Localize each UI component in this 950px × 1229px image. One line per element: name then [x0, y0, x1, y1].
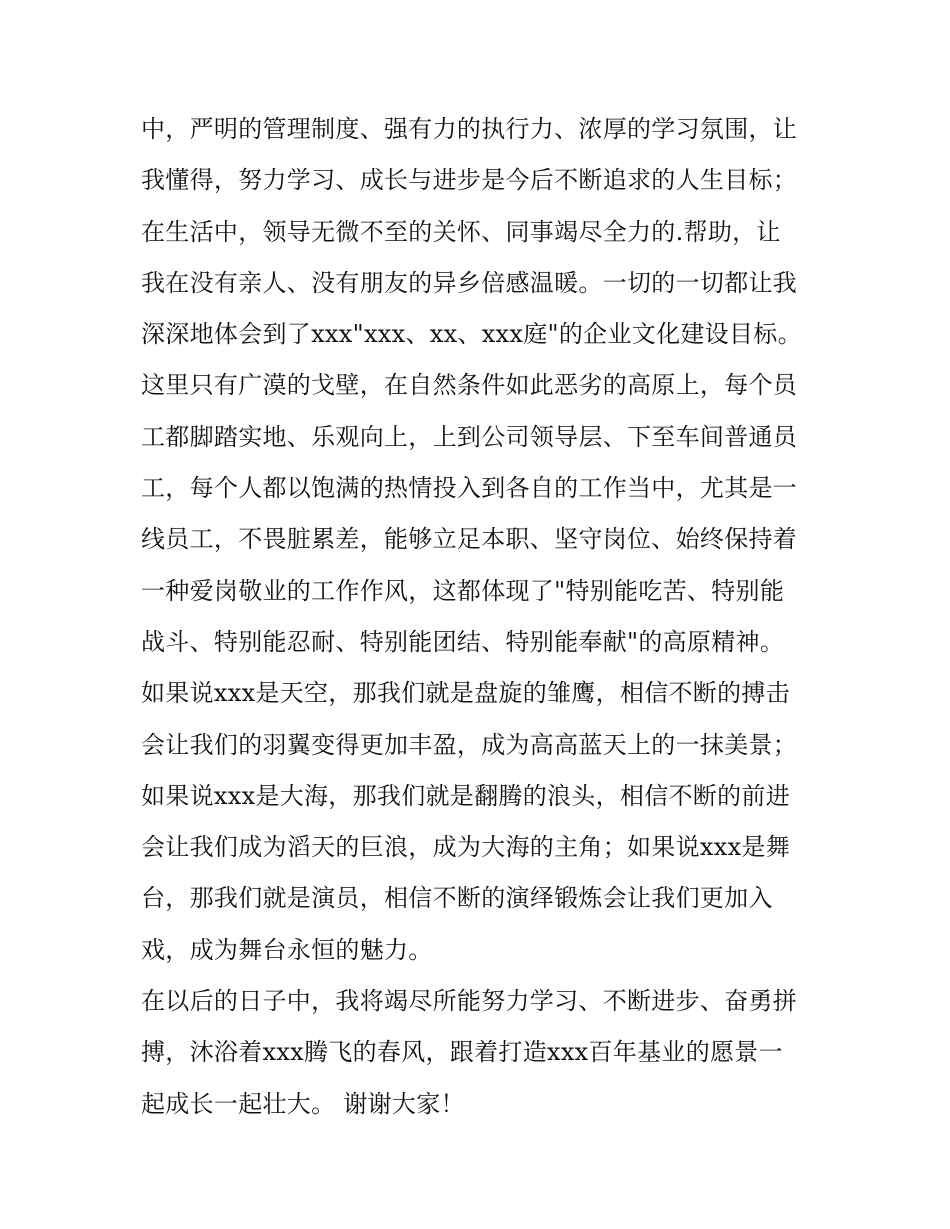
text-line: 搏，沐浴着xxx腾飞的春风，跟着打造xxx百年基业的愿景一: [141, 1038, 783, 1067]
text-line: 在以后的日子中，我将竭尽所能努力学习、不断进步、奋勇拼: [141, 987, 798, 1016]
text-line: 会让我们成为滔天的巨浪，成为大海的主角；如果说xxx是舞: [141, 833, 791, 862]
text-line: 战斗、特别能忍耐、特别能团结、特别能奉献"的高原精神。: [141, 627, 785, 656]
text-line: 一种爱岗敬业的工作作风，这都体现了"特别能吃苦、特别能: [141, 576, 785, 605]
text-line: 工，每个人都以饱满的热情投入到各自的工作当中，尤其是一: [141, 474, 798, 503]
text-line: 如果说xxx是大海，那我们就是翻腾的浪头，相信不断的前进: [141, 781, 791, 810]
text-line: 我在没有亲人、没有朋友的异乡倍感温暖。一切的一切都让我: [141, 268, 798, 297]
text-line: 在生活中，领导无微不至的关怀、同事竭尽全力的.帮助，让: [141, 217, 781, 246]
text-line: 我懂得，努力学习、成长与进步是今后不断追求的人生目标；: [141, 166, 798, 195]
text-line: 会让我们的羽翼变得更加丰盈，成为高高蓝天上的一抹美景；: [141, 730, 798, 759]
text-line: 中，严明的管理制度、强有力的执行力、浓厚的学习氛围，让: [141, 115, 798, 143]
text-line: 线员工，不畏脏累差，能够立足本职、坚守岗位、始终保持着: [141, 525, 798, 554]
text-line: 深深地体会到了xxx"xxx、xx、xxx庭"的企业文化建设目标。: [141, 320, 802, 349]
text-line: 台，那我们就是演员，相信不断的演绎锻炼会让我们更加入: [141, 884, 773, 913]
text-line: 戏，成为舞台永恒的魅力。: [141, 935, 433, 964]
text-line: 起成长一起壮大。 谢谢大家！: [141, 1089, 465, 1118]
text-line: 这里只有广漠的戈壁，在自然条件如此恶劣的高原上，每个员: [141, 371, 798, 400]
body-text: [141, 104, 821, 1130]
text-line: 如果说xxx是天空，那我们就是盘旋的雏鹰，相信不断的搏击: [141, 679, 791, 708]
text-line: 工都脚踏实地、乐观向上，上到公司领导层、下至车间普通员: [141, 422, 798, 451]
